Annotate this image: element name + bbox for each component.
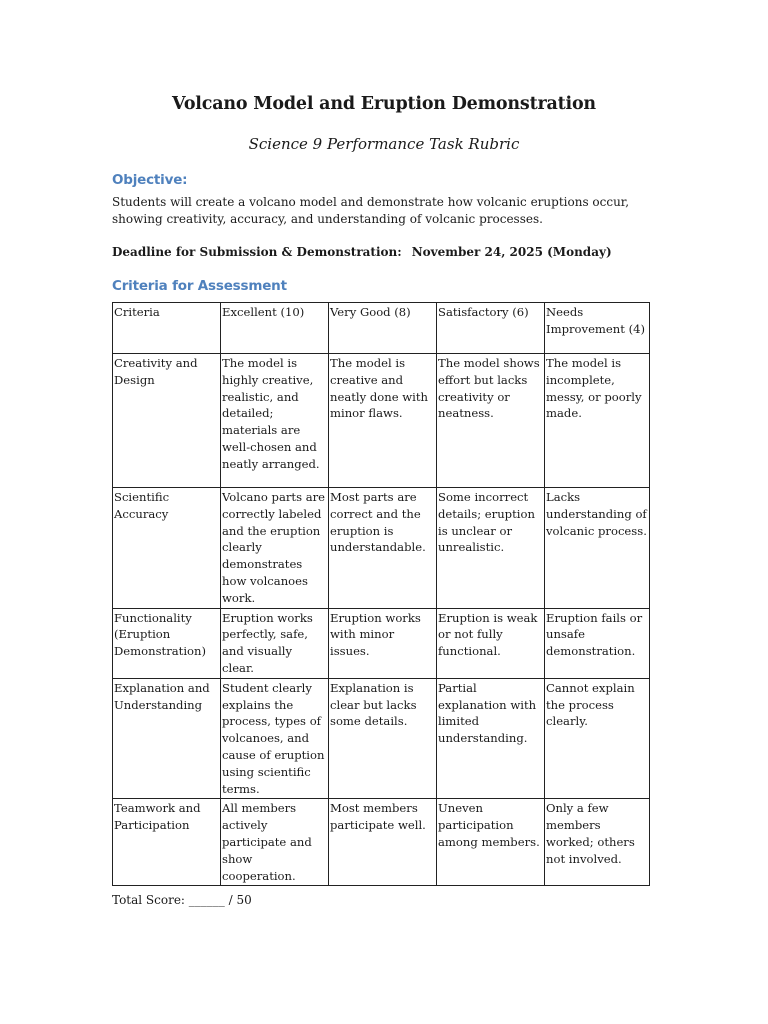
very-good-cell: Most parts are correct and the eruption is understandable.: [329, 488, 437, 609]
satisfactory-cell: The model shows effort but lacks creativity or neatness.: [437, 354, 545, 488]
table-row: [113, 678, 650, 799]
deadline-value: November 24, 2025 (Monday): [411, 245, 612, 259]
objective-text: Students will create a volcano model and demonstrate how volcanic eruptions occur, showing creativity, accuracy, and understanding of volcanic processes.: [112, 195, 630, 226]
criteria-cell: Scientific Accuracy: [113, 488, 221, 609]
table-row: [113, 799, 650, 886]
table-row: [113, 608, 650, 678]
satisfactory-cell: Some incorrect details; eruption is unclear or unrealistic.: [437, 488, 545, 609]
deadline-line: [112, 245, 652, 259]
document-title: Volcano Model and Eruption Demonstration: [172, 94, 596, 114]
excellent-cell: Eruption works perfectly, safe, and visually clear.: [221, 608, 329, 678]
needs-improvement-cell: Eruption fails or unsafe demonstration.: [545, 608, 650, 678]
rubric-header-row: [113, 303, 650, 354]
excellent-cell: Volcano parts are correctly labeled and the eruption clearly demonstrates how volcanoes work.: [221, 488, 329, 609]
excellent-cell: The model is highly creative, realistic, and detailed; materials are well-chosen and neatly arranged.: [221, 354, 329, 488]
criteria-cell: Creativity and Design: [113, 354, 221, 488]
satisfactory-cell: Eruption is weak or not fully functional.: [437, 608, 545, 678]
needs-improvement-cell: Lacks understanding of volcanic process.: [545, 488, 650, 609]
satisfactory-cell: Uneven participation among members.: [437, 799, 545, 886]
header-satisfactory: Satisfactory (6): [437, 303, 545, 354]
criteria-cell: Explanation and Understanding: [113, 678, 221, 799]
document-subtitle: Science 9 Performance Task Rubric: [248, 135, 520, 153]
needs-improvement-cell: Only a few members worked; others not involved.: [545, 799, 650, 886]
very-good-cell: The model is creative and neatly done with minor flaws.: [329, 354, 437, 488]
header-excellent: Excellent (10): [221, 303, 329, 354]
excellent-cell: All members actively participate and show cooperation.: [221, 799, 329, 886]
objective-heading: Objective:: [112, 172, 188, 188]
header-criteria: Criteria: [113, 303, 221, 354]
very-good-cell: Most members participate well.: [329, 799, 437, 886]
excellent-cell: Student clearly explains the process, types of volcanoes, and cause of eruption using scientific terms.: [221, 678, 329, 799]
satisfactory-cell: Partial explanation with limited understanding.: [437, 678, 545, 799]
header-needs-improvement: Needs Improvement (4): [545, 303, 650, 354]
header-very-good: Very Good (8): [329, 303, 437, 354]
needs-improvement-cell: Cannot explain the process clearly.: [545, 678, 650, 799]
table-row: [113, 354, 650, 488]
very-good-cell: Explanation is clear but lacks some details.: [329, 678, 437, 799]
rubric-table: [112, 302, 650, 886]
total-score: Total Score: ______ / 50: [112, 893, 252, 907]
needs-improvement-cell: The model is incomplete, messy, or poorly made.: [545, 354, 650, 488]
deadline-label: Deadline for Submission & Demonstration:: [112, 245, 402, 259]
table-row: [113, 488, 650, 609]
criteria-cell: Functionality (Eruption Demonstration): [113, 608, 221, 678]
very-good-cell: Eruption works with minor issues.: [329, 608, 437, 678]
criteria-heading: Criteria for Assessment: [112, 278, 287, 294]
criteria-cell: Teamwork and Participation: [113, 799, 221, 886]
